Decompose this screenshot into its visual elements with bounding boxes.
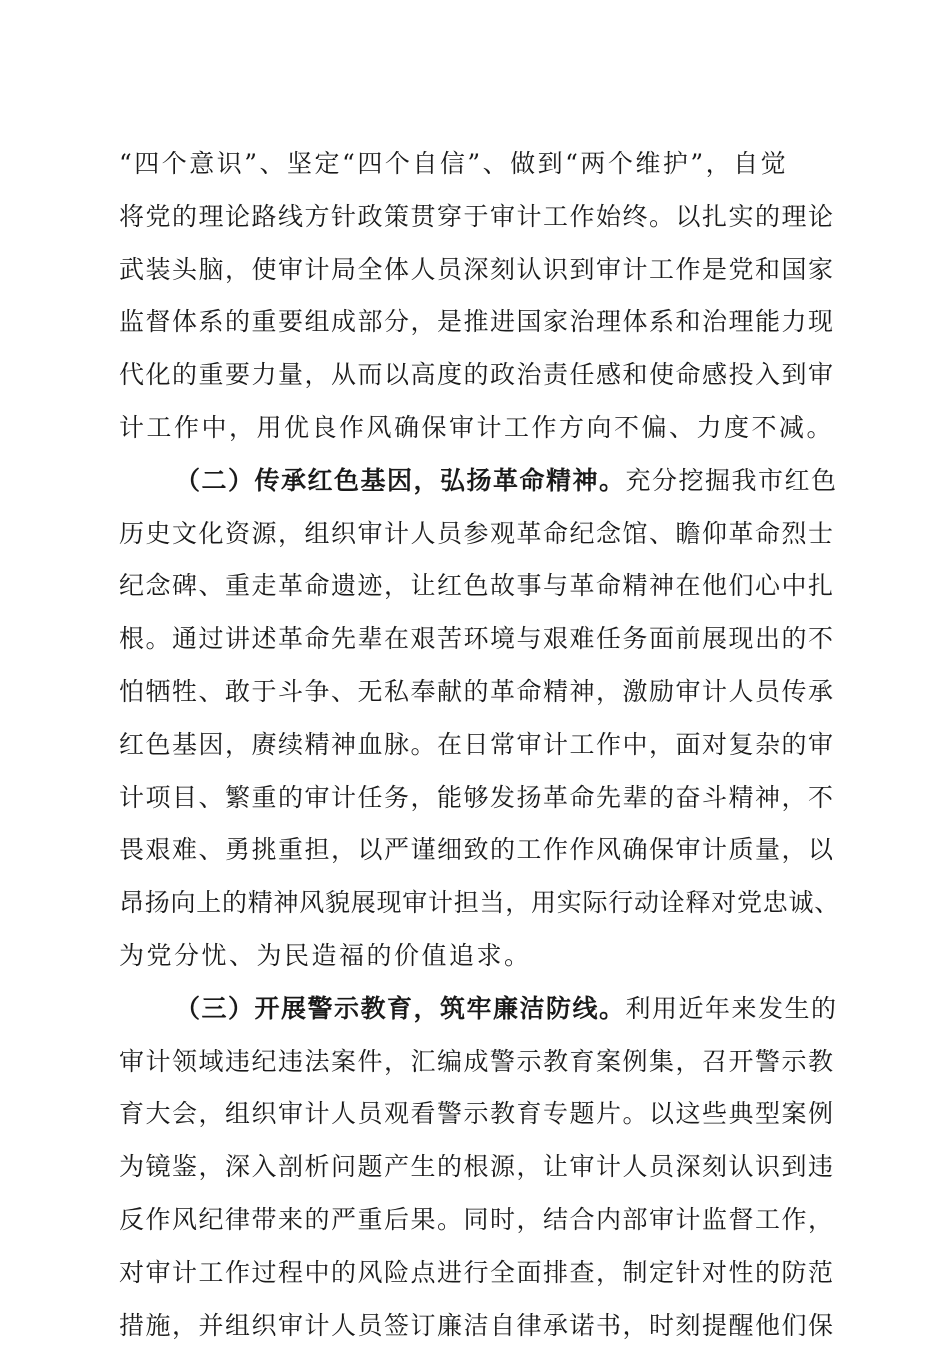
text-line: 为党分忧、为民造福的价值追求。 — [119, 940, 532, 970]
text-line: 审计领域违纪违法案件，汇编成警示教育案例集，召开警示教 — [119, 1046, 835, 1076]
text-line: 计项目、繁重的审计任务，能够发扬革命先辈的奋斗精神，不 — [119, 782, 835, 812]
text-line: 措施，并组织审计人员签订廉洁自律承诺书，时刻提醒他们保 — [119, 1310, 835, 1340]
text-line: 纪念碑、重走革命遗迹，让红色故事与革命精神在他们心中扎 — [119, 571, 835, 601]
text-line: 武装头脑，使审计局全体人员深刻认识到审计工作是党和国家 — [119, 254, 835, 284]
text-line: 为镜鉴，深入剖析问题产生的根源，让审计人员深刻认识到违 — [119, 1152, 835, 1182]
text-line: 红色基因，赓续精神血脉。在日常审计工作中，面对复杂的审 — [119, 729, 835, 759]
text-line: 历史文化资源，组织审计人员参观革命纪念馆、瞻仰革命烈士 — [119, 518, 835, 548]
text-line: 根。通过讲述革命先辈在艰苦环境与艰难任务面前展现出的不 — [119, 624, 835, 654]
text-line: 将党的理论路线方针政策贯穿于审计工作始终。以扎实的理论 — [119, 201, 835, 231]
text-line: 监督体系的重要组成部分，是推进国家治理体系和治理能力现 — [119, 307, 835, 337]
section-2-lead-text: 充分挖掘我市红色 — [625, 465, 838, 495]
section-2-first-line — [119, 455, 839, 508]
text-line: 对审计工作过程中的风险点进行全面排查，制定针对性的防范 — [119, 1257, 835, 1287]
section-3-heading: （三）开展警示教育，筑牢廉洁防线。 — [175, 993, 626, 1023]
text-line: 育大会，组织审计人员观看警示教育专题片。以这些典型案例 — [119, 1099, 835, 1129]
text-line: 反作风纪律带来的严重后果。同时，结合内部审计监督工作， — [119, 1204, 835, 1234]
text-line: 畏艰难、勇挑重担，以严谨细致的工作作风确保审计质量，以 — [119, 835, 835, 865]
text-line: “四个意识”、坚定“四个自信”、做到“两个维护”，自觉 — [119, 149, 789, 178]
section-3-first-line — [119, 983, 839, 1036]
section-2-heading: （二）传承红色基因，弘扬革命精神。 — [175, 465, 626, 495]
text-line: 怕牺牲、敢于斗争、无私奉献的革命精神，激励审计人员传承 — [119, 676, 835, 706]
text-line: 计工作中，用优良作风确保审计工作方向不偏、力度不减。 — [119, 412, 835, 442]
text-line: 昂扬向上的精神风貌展现审计担当，用实际行动诠释对党忠诚、 — [119, 888, 841, 918]
text-line: 代化的重要力量，从而以高度的政治责任感和使命感投入到审 — [119, 360, 835, 390]
section-3-lead-text: 利用近年来发生的 — [625, 993, 838, 1023]
document-body — [119, 138, 839, 1352]
